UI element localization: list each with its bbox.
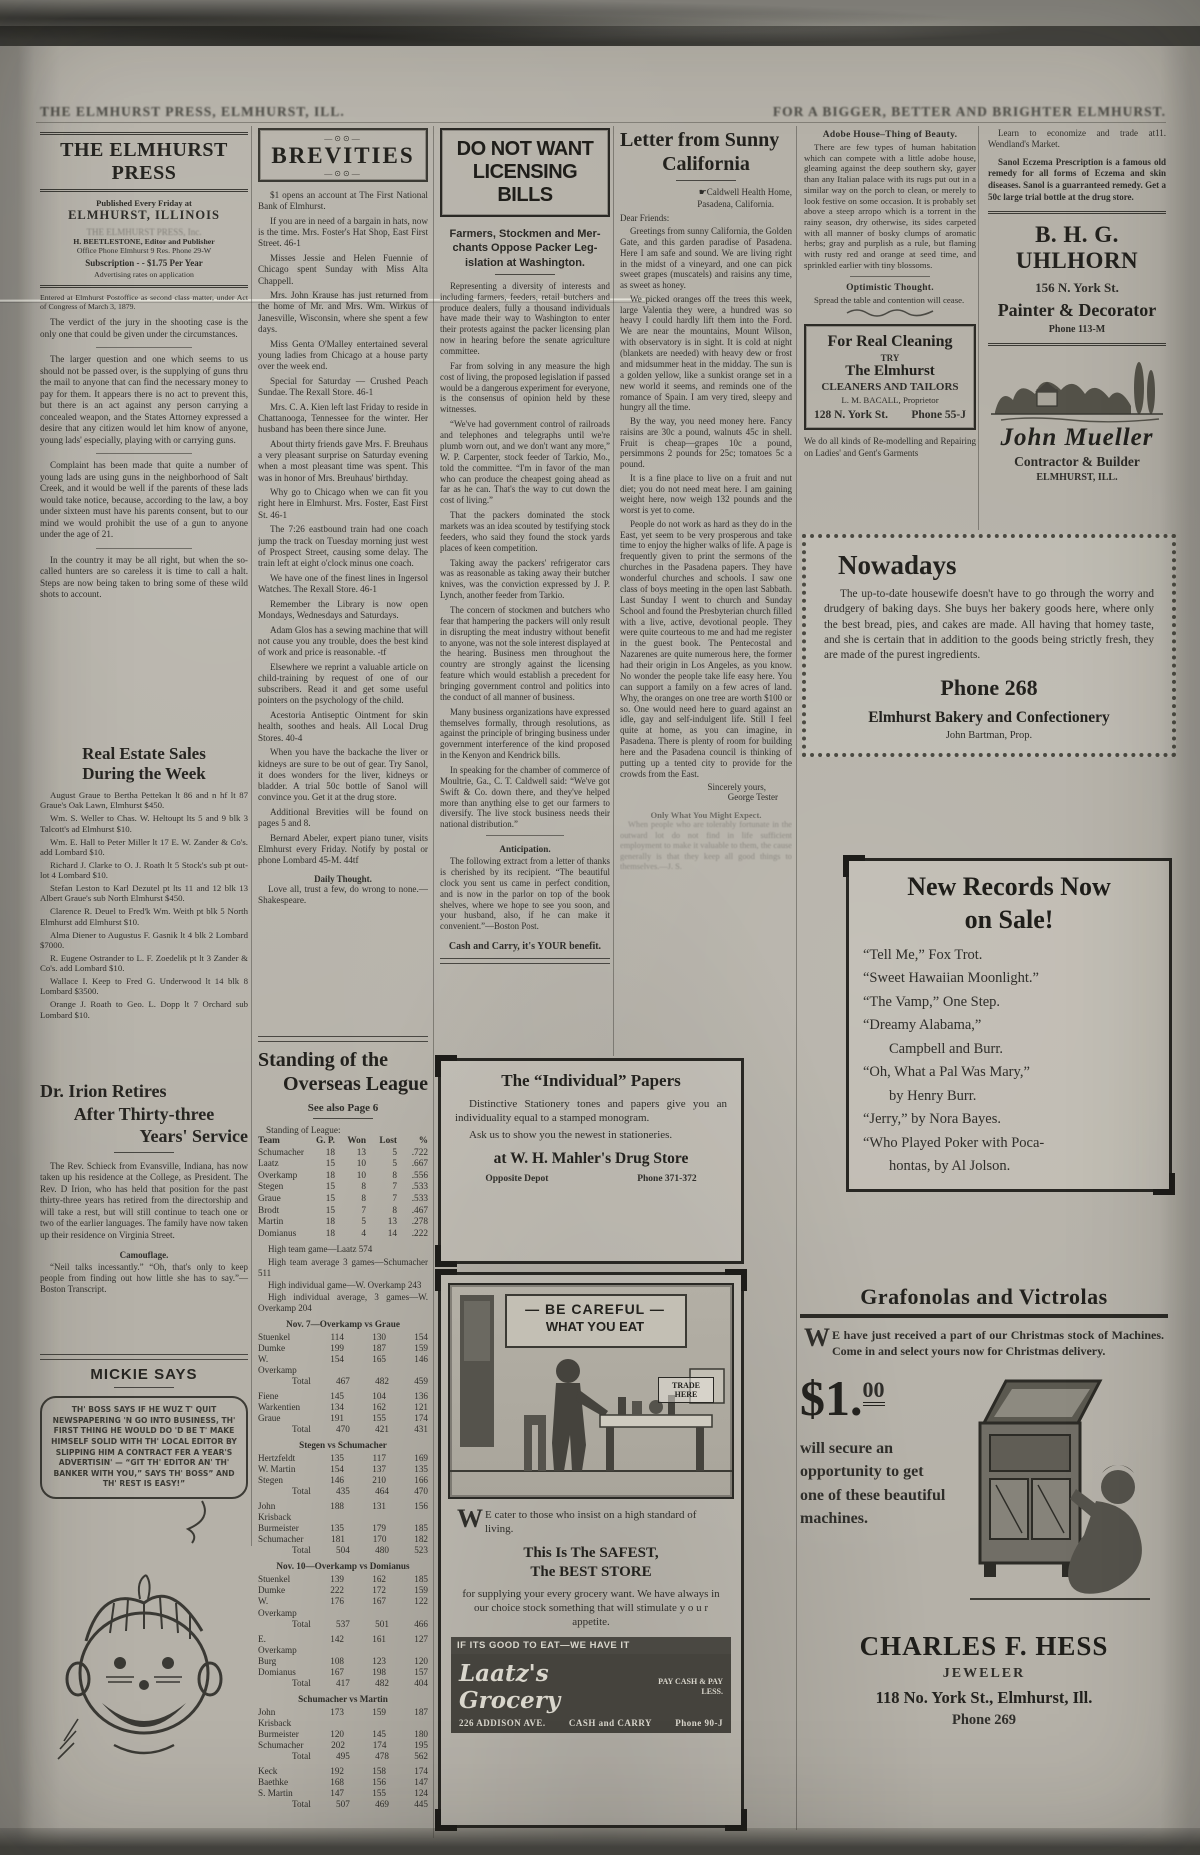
licensing-paragraph: Far from solving in any measure the high cost of living, the proposed legislation if passed would be a dangerous experiment for everyone, is the consensus of opinion held by these witnesses. bbox=[440, 360, 610, 415]
standings-row: Brodt 15 7 8 .467 bbox=[258, 1205, 428, 1216]
standings-row: Graue 15 8 7 .533 bbox=[258, 1194, 428, 1205]
safest-line: This Is The SAFEST, bbox=[523, 1544, 659, 1561]
running-head-right: FOR A BIGGER, BETTER AND BRIGHTER ELMHURST. bbox=[772, 104, 1166, 119]
score-row: Total 495 478 562 bbox=[292, 1750, 428, 1761]
brevity-item: Why go to Chicago when we can fit you right here in Elmhurst. Mrs. Foster, East First St. 46-1 bbox=[258, 487, 428, 520]
newspaper-title: THE ELMHURST PRESS bbox=[40, 132, 248, 192]
score-row: Stegen vs Schumacher bbox=[299, 1440, 387, 1451]
ad-uhlhorn bbox=[988, 211, 1166, 346]
laatz-phone: Phone 90-J bbox=[675, 1718, 723, 1729]
ad-individual-papers bbox=[438, 1058, 744, 1264]
cleaners-line4: CLEANERS AND TAILORS bbox=[821, 381, 959, 394]
score-row: Graue 191 155 174 bbox=[258, 1413, 428, 1424]
dr-irion-title: Dr. Irion Retires After Thirty-three Years' Service bbox=[40, 1081, 248, 1146]
ornament: —⊙⊙— bbox=[324, 169, 362, 178]
brevity-item: Special for Saturday — Crushed Peach Sundae. The Rexall Store. 46-1 bbox=[258, 375, 428, 397]
mueller-name: John Mueller bbox=[1000, 424, 1154, 452]
real-estate-list bbox=[40, 790, 248, 1020]
high-score-line: High team average 3 games—Schumacher 511 bbox=[258, 1256, 428, 1278]
cleaners-line2: TRY bbox=[880, 353, 900, 364]
cleaners-line1: For Real Cleaning bbox=[827, 333, 953, 351]
brevity-item: $1 opens an account at The First National Bank of Elmhurst. bbox=[258, 190, 428, 212]
cash-carry-slogan: Cash and Carry, it's YOUR benefit. bbox=[448, 941, 602, 953]
real-estate-item: August Graue to Bertha Pettekan lt 86 and n hf lt 87 Graue's Oak Lawn, Elmhurst $450. bbox=[40, 790, 248, 811]
individual-papers-title: The “Individual” Papers bbox=[501, 1071, 681, 1090]
brevity-item: Additional Brevities will be found on pages 5 and 8. bbox=[258, 806, 428, 829]
letter-paragraph: Greetings from sunny California, the Golden Gate, and this garden paradise of Pasadena. Here I am safe and sound. We are living right in the midst of a vineyard, and one can pick sweet grapes (muscatels) and raisins any time, as sweet as honey. bbox=[620, 225, 792, 291]
squiggle-ornament bbox=[845, 307, 935, 317]
column-rule bbox=[613, 126, 614, 1056]
ad-elmhurst-bakery bbox=[802, 534, 1176, 757]
licensing-paragraph: Many business organizations have expressed themselves formally, through resolutions, as against the principle of bringing business under government interference of the kind proposed in the Kenyon and Kendrick bills. bbox=[440, 706, 610, 761]
individual-papers-body2: Ask us to show you the newest in stationeries. bbox=[469, 1128, 673, 1141]
brevity-item: Bernard Abeler, expert piano tuner, visits Elmhurst every Friday. Notify by postal or phone Lombard 45-M. 44tf bbox=[258, 832, 428, 866]
score-row: Schumacher 181 170 182 bbox=[258, 1534, 429, 1545]
brevity-item: Elsewhere we reprint a valuable article on child-training by request of one of our subscribers. Read it and get some useful pointers on the psychology of the child. bbox=[258, 661, 428, 706]
hess-name: CHARLES F. HESS bbox=[859, 1631, 1109, 1662]
song-title: “Jerry,” by Nora Bayes. bbox=[863, 1111, 1001, 1128]
score-row: Burmeister 120 145 180 bbox=[258, 1728, 428, 1739]
score-row: Fiene 145 104 136 bbox=[258, 1390, 428, 1401]
cleaners-services-note: We do all kinds of Re-modelling and Repairing on Ladies' and Gent's Garments bbox=[804, 436, 976, 458]
brevity-item: Acestoria Antiseptic Ointment for skin health, soothes and heals. All Local Drug Stores. 40-4 bbox=[258, 710, 428, 743]
high-score-line: High team game—Laatz 574 bbox=[268, 1244, 373, 1255]
ad-john-mueller bbox=[988, 424, 1166, 483]
mueller-city: ELMHURST, ILL. bbox=[1036, 472, 1118, 484]
brevities-list bbox=[258, 190, 428, 867]
divider bbox=[440, 958, 610, 964]
high-score-line: High individual average, 3 games—W. Overkamp 204 bbox=[258, 1292, 428, 1313]
column-rule bbox=[433, 126, 434, 1838]
adobe-house-body: There are few types of human habitation which can compete with a little adobe house, gleaming against the deep southern sky, gayer than any Italian palace with its rugs put out in a similar way on the porch to clean, or merely to look festive on some occasion. It is probably set above a steep arropo which is a torrent in the rainy season, dry otherwise, its sides carpeted with all manner of bosky clumps of aromatic herbs; gray and purplish as a rule, but flaming with rusty red and orange at seed time, and sprinkled earlier with tiny blossoms. bbox=[804, 142, 976, 270]
score-row: Hertzfeldt 135 117 169 bbox=[258, 1453, 428, 1464]
daily-thought-title: Daily Thought. bbox=[314, 873, 372, 884]
song-title: “Dreamy Alabama,” bbox=[863, 1017, 982, 1034]
score-row: Schumacher 202 174 195 bbox=[258, 1739, 429, 1750]
drop-cap: W bbox=[804, 1323, 830, 1352]
score-row: Stegen 146 210 166 bbox=[258, 1475, 428, 1486]
grocery-cater-line: W E cater to those who insist on a high standard of living. bbox=[457, 1504, 697, 1535]
letter-paragraph: We picked oranges off the trees this week, large Valentia they were, a hundred was so heavy I could hardly lift them into the Ford. We are near the mountains, Mount Wilson, with observatory is in sight. It is cold at night (blankets are needed) with heavy dew or frost and midsummer heat in the midday. The sun is a golden yellow, like a sunkist orange set in a new world it seems, and reminds one of the romance of Spain. I am very tired, sleepy and hungry all the time. bbox=[620, 293, 792, 413]
masthead-published: Published Every Friday at bbox=[96, 198, 192, 208]
column-california-letter bbox=[620, 128, 792, 1056]
real-estate-item: Richard J. Clarke to O. J. Roath lt 5 Stock's sub pt out-lot 4 Lombard $10. bbox=[40, 859, 248, 881]
song-title: “Sweet Hawaiian Moonlight.” bbox=[863, 970, 1039, 987]
score-row: Nov. 7—Overkamp vs Graue bbox=[286, 1318, 400, 1329]
wendland-number: 11. bbox=[1155, 128, 1166, 138]
bakery-phone: Phone 268 bbox=[940, 675, 1038, 701]
anticipation-title: Anticipation. bbox=[499, 844, 551, 855]
real-estate-item: Clarence R. Deuel to Fred'k Wm. Weith pt blk 5 North Elmhurst add Elmhurst $10. bbox=[40, 906, 248, 927]
real-estate-item: Wm. S. Weller to Chas. W. Heltoupt lts 5 and 9 blk 3 Talcott's ad Elmhurst $10. bbox=[40, 813, 248, 834]
divider bbox=[114, 1387, 174, 1388]
anticipation-body: The following extract from a letter of thanks is cherished by its recipient. “The beautiful clock you sent us came in perfect condition, and is now in the parlor on top of the book shelves, where we hope to see you soon, and your husband, also, if he can make it convenient.”—Boston Post. bbox=[440, 856, 610, 932]
uhlhorn-phone: Phone 113-M bbox=[988, 324, 1166, 346]
score-row: S. Martin 147 155 124 bbox=[258, 1787, 428, 1798]
dr-irion-body: The Rev. Schieck from Evansville, Indiana, has now taken up his residence at the College, as President. The Rev. D Irion, who has held that position for the past thirty-three years has retired from the directorship and will take a rest, but will still continue to teach one or two of the earlier languages. The family have now taken up their residence on Virginia Street. bbox=[40, 1160, 248, 1240]
score-row: Dumke 199 187 159 bbox=[258, 1342, 428, 1353]
brevity-item: Adam Glos has a sewing machine that will not cause you any trouble, does the best kind of work and price is reasonable. -tf bbox=[258, 624, 428, 658]
trade-here-sign: TRADE HERE bbox=[658, 1377, 714, 1403]
high-scores bbox=[258, 1244, 428, 1313]
score-row: W. Martin 154 137 135 bbox=[258, 1464, 428, 1475]
price-promise: will secure an opportunity to get one of these beautiful machines. bbox=[800, 1440, 946, 1527]
column-adobe-cleaners bbox=[804, 130, 976, 459]
standings-row: Domianus 18 4 14 .222 bbox=[258, 1228, 428, 1239]
licensing-headline-box bbox=[440, 128, 610, 217]
score-row: Domianus 167 198 157 bbox=[258, 1666, 428, 1677]
section-real-estate bbox=[40, 744, 248, 1023]
page-bottom-edge bbox=[0, 1828, 1200, 1855]
score-row: Baethke 168 156 147 bbox=[258, 1776, 428, 1787]
standings-row: Overkamp 18 10 8 .556 bbox=[258, 1170, 428, 1181]
licensing-paragraph: “We've had government control of railroads and telephones and telegraphs until we're plumb worn out, and we don't want any more,” W. P. Carpenter, stock feeder of Tarkio, Mo., told the committee. “I'm in favor of the man who can produce the cheapest going ahead as far as he can. That's the way to cut down the cost of living.” bbox=[440, 419, 610, 506]
score-row: Total 470 421 431 bbox=[292, 1424, 428, 1435]
sanol-notice: Sanol Eczema Prescription is a famous old remedy for all forms of Eczema and skin diseases. Sanol is a guarranteed remedy. Get a 50c large trial bottle at the drug store. bbox=[988, 156, 1166, 202]
score-row: Nov. 10—Overkamp vs Domianus bbox=[276, 1561, 410, 1572]
score-row: Total 507 469 445 bbox=[292, 1799, 428, 1810]
score-row: Total 435 464 470 bbox=[292, 1486, 428, 1497]
brevity-item: Mrs. C. A. Kien left last Friday to reside in Chattanooga, Tennessee for the winter. Her husband has been there since June. bbox=[258, 401, 428, 435]
see-also-note: See also Page 6 bbox=[307, 1102, 379, 1114]
cleaners-phone: Phone 55-J bbox=[911, 409, 966, 422]
score-row: Warkentien 134 162 121 bbox=[258, 1401, 428, 1412]
hess-address: 118 No. York St., Elmhurst, Ill. bbox=[875, 1688, 1093, 1708]
section-standings bbox=[258, 1030, 428, 1810]
mahler-store-footer bbox=[441, 1174, 741, 1184]
editorial-paragraph: The larger question and one which seems to us should not be passed over, is the supplying of guns thru the mail to anyone that can find the necessary money to pay for them. It appears there is no act to prevent this, but there is an act against any person carrying a concealed weapon, and the States Attorney expressed a desire that any citizen would let him know of anyone, young lads' especially, playing with or carrying guns. bbox=[40, 354, 248, 454]
uhlhorn-name: B. H. G. UHLHORN bbox=[1015, 222, 1139, 274]
divider bbox=[486, 835, 564, 836]
score-row: John Krisback 173 159 187 bbox=[258, 1706, 428, 1728]
letter-paragraph: People do not work as hard as they do in the East, yet seem to be very prosperous and take time to enjoy the higher walks of life. A page is frequently given to print the sermons of the churches in the Pasadena papers. They have wonderful churches and schools. I saw one class of boys meeting in the open last Sabbath. Last Sunday I went to church and Sunday School and found the Presbyterian church filled with a live, active, devotional people. They were quite courteous to me and had me register in the guest book. The Pentecostal and Nazarenes are quite numerous here, the former had their origin in Los Angeles, as you know. No wonder the people take life easy here. You can support a family on a few acres of land. Why, the oranges on one tree are worth $100 or so. One would need here to guard against an idle, gay and self-indulgent life. Still I feel quite at home, as you can imagine, in Pasadena. There is plenty of room for building here and the Pasadena council is thinking of putting up a tented city to provide for the crowds from the East. bbox=[620, 518, 792, 779]
score-row: Stuenkel 114 130 154 bbox=[258, 1331, 428, 1342]
masthead-advertising: Advertising rates on application bbox=[94, 270, 194, 279]
song-title: Campbell and Burr. bbox=[889, 1040, 1003, 1057]
ad-charles-hess bbox=[800, 1631, 1168, 1729]
brevity-item: The 7:26 eastbound train had one coach jump the track on Tuesday morning just west of Prospect Street, causing some delay. The train left at eight o'clock minus one coach. bbox=[258, 524, 428, 569]
brevity-item: Mrs. John Krause has just returned from the home of Mr. and Mrs. Wm. Wirkus of Janesville, Wisconsin, where she spent a few days. bbox=[258, 290, 428, 334]
wendland-notice: Learn to economize and trade at Wendland's Market. 11. bbox=[988, 128, 1166, 150]
masthead-phones: Office Phone Elmhurst 9 Res. Phone 29-W bbox=[76, 246, 212, 255]
brevities-title: BREVITIES bbox=[271, 143, 415, 168]
optimistic-thought-body: Spread the table and contention will cease. bbox=[814, 294, 965, 305]
real-estate-item: Wallace I. Keep to Fred G. Underwood lt 14 blk 8 Lombard $3500. bbox=[40, 976, 248, 997]
divider bbox=[258, 1036, 428, 1042]
mahler-store-line: at W. H. Mahler's Drug Store bbox=[493, 1149, 689, 1167]
brevity-item: If you are in need of a bargain in hats, now is the time. Mrs. Foster's Hat Shop, East First Street. 46-1 bbox=[258, 215, 428, 249]
licensing-headline: DO NOT WANT LICENSING BILLS bbox=[456, 138, 594, 206]
brevity-item: We have one of the finest lines in Ingersol Watches. The Rexall Store. 46-1 bbox=[258, 572, 428, 594]
cleaners-address: 128 N. York St. bbox=[814, 409, 889, 422]
song-title: “Who Played Poker with Poca- bbox=[863, 1134, 1045, 1151]
column-editorial bbox=[40, 132, 248, 607]
masthead-editor: H. BEETLESTONE, Editor and Publisher bbox=[73, 237, 215, 246]
store-location: Opposite Depot bbox=[485, 1173, 549, 1184]
editorial-paragraph: The verdict of the jury in the shooting case is the only one that could be given under the circumstances. bbox=[40, 317, 248, 348]
section-dr-irion bbox=[40, 1080, 248, 1295]
optimistic-thought-title: Optimistic Thought. bbox=[846, 282, 934, 293]
filler-body: When people who are tolerably fortunate in the outward lot do not find in life sufficient employment to make it valuable to them, the cause generally is that they keep all good things to themselves.—J. S. bbox=[620, 820, 792, 872]
standings-row: Stegen 15 8 7 .533 bbox=[258, 1182, 428, 1193]
letter-signature: George Tester bbox=[727, 792, 778, 803]
song-title: “The Vamp,” One Step. bbox=[863, 993, 1001, 1010]
standings-row: Laatz 15 10 5 .667 bbox=[258, 1159, 428, 1170]
divider bbox=[114, 1152, 174, 1153]
score-row: John Krisback 188 131 156 bbox=[258, 1501, 428, 1523]
corner-bracket bbox=[435, 1245, 457, 1267]
camouflage-title: Camouflage. bbox=[119, 1250, 169, 1260]
divider bbox=[495, 274, 555, 275]
score-row: Dumke 222 172 159 bbox=[258, 1585, 428, 1596]
letter-headline: Letter from Sunny California bbox=[620, 129, 780, 175]
corner-bracket bbox=[725, 1809, 747, 1831]
column-uhlhorn-mueller bbox=[988, 128, 1166, 483]
corner-bracket bbox=[1153, 1173, 1175, 1195]
score-row: Stuenkel 139 162 185 bbox=[258, 1574, 428, 1585]
standings-row: Martin 18 5 13 .278 bbox=[258, 1217, 428, 1228]
speech-bubble-tail bbox=[158, 1499, 218, 1545]
score-row: W. Overkamp 176 167 122 bbox=[258, 1596, 428, 1618]
editorial-paragraph: Complaint has been made that quite a number of young lads are using guns in the neighborhood of Salt Creek, and it would be well if the parents of these lads would take notice, because, according to the law, a boy under sixteen must have his parents consent, but to our mind we would prohibit the use of a gun to anyone under the age of 21. bbox=[40, 460, 248, 549]
score-row: Schumacher vs Martin bbox=[298, 1693, 388, 1704]
real-estate-item: Alma Diener to Augustus F. Gasnik lt 4 blk 2 Lombard $7000. bbox=[40, 929, 248, 950]
song-title: hontas, by Al Jolson. bbox=[889, 1158, 1011, 1175]
grocery-banner: IF ITS GOOD TO EAT—WE HAVE IT bbox=[451, 1637, 731, 1654]
song-title: “Tell Me,” Fox Trot. bbox=[863, 947, 983, 963]
price-block bbox=[800, 1369, 950, 1621]
page-top-edge bbox=[0, 0, 1200, 46]
records-title: New Records Now on Sale! bbox=[907, 872, 1111, 934]
masthead-inc: THE ELMHURST PRESS, Inc. bbox=[86, 227, 202, 237]
uhlhorn-address: 156 N. York St. bbox=[1035, 280, 1119, 296]
laatz-address: 226 ADDISON AVE. bbox=[459, 1718, 546, 1729]
mickie-speech-bubble: TH' BOSS SAYS IF HE WUZ T' QUIT NEWSPAPERING 'N GO INTO BUSINESS, TH' FIRST THING HE WOULD DO 'D BE T' MAKE HIMSELF SOLID WITH TH' LOCAL EDITOR BY SLIPPING HIM A CONTRACT FER A YEAR'S ADVERTISIN' — “GIT TH' EDITOR AN' TH' BANKER WITH YOU,” SAYS TH' BOSS” AND TH' REST IS EASY!” bbox=[40, 1396, 248, 1499]
licensing-paragraph: Representing a diversity of interests and including farmers, feeders, retail butchers and produce dealers, fully a thousand individuals have made their way to Washington to enter their protests against the packer licensing plan now in hearing before the senate agriculture committee. bbox=[440, 280, 610, 357]
brevity-item: When you have the backache the liver or kidneys are sure to be out of gear. Try Sanol, it does wonders for the liver, kidneys or bladder. A trial 50c bottle of Sanol will convince you. Get it at the drug store. bbox=[258, 747, 428, 803]
standings-table bbox=[258, 1148, 428, 1241]
column-rule bbox=[251, 126, 252, 1546]
brevity-item: Misses Jessie and Helen Fuennie of Chicago spent Sunday with Miss Alta Chappell. bbox=[258, 253, 428, 286]
standings-row: Schumacher 18 13 5 .722 bbox=[258, 1147, 428, 1158]
nowadays-title: Nowadays bbox=[838, 550, 957, 580]
section-grafonolas bbox=[800, 1284, 1168, 1729]
real-estate-item: R. Eugene Ostrander to L. F. Zoedelik pt lt 3 Zander & Co's. add Lombard $10. bbox=[40, 952, 248, 974]
trees-illustration bbox=[991, 350, 1163, 424]
mickie-says-title: MICKIE SAYS bbox=[90, 1366, 198, 1383]
column-brevities bbox=[258, 128, 428, 1028]
licensing-subhead: Farmers, Stockmen and Mer- chants Oppose Packer Leg- islation at Washington. bbox=[449, 228, 601, 269]
camouflage-body: “Neil talks incessantly.” “Oh, that's only to keep people from finding out how little she has to say.”—Boston Transcript. bbox=[40, 1262, 248, 1294]
column-licensing-bills bbox=[440, 128, 610, 1052]
price-cents: 00 bbox=[863, 1377, 885, 1406]
price-dollars: $1. bbox=[800, 1370, 863, 1427]
brevity-item: About thirty friends gave Mrs. F. Breuhaus a very pleasant surprise on Saturday evening when a most pleasant time was spent. This was in honor of Mrs. Breuhaus' birthday. bbox=[258, 438, 428, 483]
score-row: E. Overkamp 142 161 127 bbox=[258, 1633, 428, 1655]
brevity-item: Miss Genta O'Malley entertained several young ladies from Chicago at a house party over the week end. bbox=[258, 338, 428, 372]
ad-laatz-grocery bbox=[438, 1272, 744, 1828]
mueller-trade: Contractor & Builder bbox=[1014, 454, 1140, 470]
masthead-city: ELMHURST, ILLINOIS bbox=[68, 208, 220, 222]
laatz-sign-box bbox=[451, 1654, 731, 1733]
mickie-cartoon-face bbox=[44, 1545, 244, 1795]
corner-bracket bbox=[843, 855, 865, 877]
store-phone: Phone 371-372 bbox=[637, 1173, 697, 1184]
real-estate-item: Orange J. Roath to Geo. L. Dopp lt 7 Orchard sub Lombard $10. bbox=[40, 999, 248, 1020]
nowadays-body: The up-to-date housewife doesn't have to go through the worry and drudgery of baking days. She buys her bakery goods here, where only the best bread, pies, and cakes are made. All having that homey taste, and she is certain that in addition to the goods being strictly fresh, they are made of the purest ingredients. bbox=[824, 588, 1154, 661]
what-you-eat-sign: WHAT YOU EAT bbox=[545, 1319, 645, 1334]
ad-elmhurst-cleaners bbox=[804, 324, 976, 430]
corner-bracket bbox=[435, 1809, 457, 1831]
drop-cap: W bbox=[457, 1504, 483, 1533]
individual-papers-body: Distinctive Stationery tones and papers give you an individuality equal to a stamped monogram. bbox=[455, 1098, 727, 1125]
cleaners-contact bbox=[810, 409, 970, 421]
score-row: Total 417 482 404 bbox=[292, 1677, 428, 1688]
grocery-illustration bbox=[448, 1283, 734, 1499]
standings-caption: Standing of League: bbox=[266, 1125, 341, 1135]
editorial-paragraph: In the country it may be all right, but when the so-called hunters are so careless it is time to call a halt. Steps are now being taken to bring some of these wild shots to account. bbox=[40, 554, 248, 599]
column-rule bbox=[978, 126, 979, 530]
letter-closing: Sincerely yours, bbox=[707, 782, 766, 793]
divider bbox=[850, 276, 929, 277]
grafonolas-offer bbox=[800, 1369, 1168, 1621]
laatz-store-name: Laatz's Grocery bbox=[459, 1660, 561, 1715]
score-row: W. Overkamp 154 165 146 bbox=[258, 1353, 428, 1375]
real-estate-item: Stefan Leston to Karl Dezutel pt lts 11 and 12 blk 13 Albert Graue's sub North Elmhurst $450. bbox=[40, 883, 248, 904]
bakery-name: Elmhurst Bakery and Confectionery bbox=[868, 709, 1110, 727]
running-head-left: THE ELMHURST PRESS, ELMHURST, ILL. bbox=[40, 104, 345, 119]
running-head bbox=[40, 104, 1166, 120]
licensing-paragraph: The concern of stockmen and butchers who fear that hampering the packers will only result in disrupting the meat industry without benefit to anyone, was not the sole interest displayed at the hearing. Business men throughout the country are strongly against the licensing feature which would establish a precedent for bringing government control and politics into the conduct of all manner of business. bbox=[440, 604, 610, 702]
game-scores-table bbox=[258, 1319, 428, 1810]
licensing-paragraphs bbox=[440, 281, 610, 830]
letter-paragraph: By the way, you need money here. Fancy raisins are 30c a pound, walnuts 45c in shell. Fruit is cheap—grapes 10c a pound, persimmons 2 pounds for 25c; tomatoes 5c a pound. bbox=[620, 415, 792, 470]
divider bbox=[676, 180, 736, 181]
be-careful-sign: — BE CAREFUL — bbox=[525, 1301, 665, 1317]
grocery-body: for supplying your every grocery want. We have always in our choice stock something that will stimulate y o u r appetite. bbox=[462, 1587, 720, 1629]
grafonolas-title: Grafonolas and Victrolas bbox=[800, 1284, 1168, 1318]
letter-dateline: ☛Caldwell Health Home, Pasadena, California. bbox=[697, 187, 792, 209]
licensing-paragraph: In speaking for the chamber of commerce of Moultrie, Ga., C. T. Caldwell said: “We've got Swift & Co. down there, and they've helped more than anything else to get our farmers to diversify. The live stock business needs their national distribution.” bbox=[440, 764, 610, 830]
pay-cash-slogan: PAY CASH & PAY LESS. bbox=[658, 1677, 723, 1697]
filler-title: Only What You Might Expect. bbox=[650, 810, 762, 821]
letter-paragraph: It is a fine place to live on a fruit and nut diet; you do not need meat here. I am gaining weight here, now weigh 132 pounds and the worst is yet to come. bbox=[620, 472, 792, 516]
score-row: Total 504 480 523 bbox=[292, 1545, 428, 1556]
letter-salutation: Dear Friends: bbox=[620, 213, 670, 224]
adobe-house-title: Adobe House–Thing of Beauty. bbox=[822, 130, 958, 140]
score-row: Keck 192 158 174 bbox=[258, 1765, 428, 1776]
brevities-box bbox=[258, 128, 428, 182]
brevity-item: Remember the Library is now open Mondays, Wednesdays and Saturdays. bbox=[258, 598, 428, 620]
cash-carry-label: CASH and CARRY bbox=[568, 1718, 653, 1729]
divider bbox=[40, 1354, 248, 1360]
real-estate-title: Real Estate Sales During the Week bbox=[82, 744, 206, 783]
divider bbox=[313, 1118, 373, 1119]
score-row: Burmeister 135 179 185 bbox=[258, 1523, 428, 1534]
records-song-list bbox=[863, 944, 1155, 1179]
section-mickie-says bbox=[40, 1348, 248, 1795]
masthead-entered: Entered at Elmhurst Postoffice as second class matter, under Act of Congress of March 3, 1879. bbox=[40, 285, 248, 311]
bakery-proprietor: John Bartman, Prop. bbox=[945, 730, 1033, 742]
song-title: by Henry Burr. bbox=[889, 1087, 977, 1104]
ornament: —⊙⊙— bbox=[324, 134, 362, 143]
cleaners-proprietor: L. M. BACALL, Proprietor bbox=[841, 395, 939, 406]
standings-title: Standing of the Overseas League bbox=[258, 1049, 428, 1095]
hess-phone: Phone 269 bbox=[951, 1712, 1017, 1729]
running-head-rule bbox=[36, 122, 1166, 123]
score-row: Total 537 501 466 bbox=[292, 1618, 428, 1629]
letter-paragraphs bbox=[620, 226, 792, 780]
uhlhorn-trade: Painter & Decorator bbox=[997, 300, 1157, 321]
song-title: “Oh, What a Pal Was Mary,” bbox=[863, 1064, 1030, 1081]
editorial-paragraphs bbox=[40, 317, 248, 601]
score-row: Total 467 482 459 bbox=[292, 1375, 428, 1386]
best-store-line: The BEST STORE bbox=[530, 1563, 652, 1580]
victrola-illustration bbox=[950, 1369, 1160, 1621]
hess-trade: JEWELER bbox=[942, 1666, 1026, 1682]
licensing-paragraph: Taking away the packers' refrigerator cars was as reasonable as taking away their butcher knives, was the conviction expressed by J. P. Lynch, another feeder from Tarkio. bbox=[440, 557, 610, 601]
grafonolas-body: W E have just received a part of our Christmas stock of Machines. Come in and select yours now for Christmas delivery. bbox=[804, 1323, 1164, 1358]
corner-bracket bbox=[435, 1055, 457, 1077]
masthead-subscription: Subscription - - $1.75 Per Year bbox=[85, 258, 203, 268]
score-row: Burg 108 123 120 bbox=[258, 1655, 428, 1666]
high-score-line: High individual game—W. Overkamp 243 bbox=[268, 1279, 422, 1290]
real-estate-item: Wm. E. Hall to Peter Miller lt 17 E. W. Zander & Co's. add Lombard $10. bbox=[40, 836, 248, 857]
cleaners-line3: The Elmhurst bbox=[845, 363, 935, 380]
column-rule bbox=[796, 126, 797, 1830]
daily-thought-body: Love all, trust a few, do wrong to none.—Shakespeare. bbox=[258, 883, 428, 905]
standings-header: Team G. P. Won Lost % bbox=[258, 1136, 428, 1146]
licensing-paragraph: That the packers dominated the stock markets was an idea scouted by testifying stock feeders, who said they found the stock yards places of keen competition. bbox=[440, 510, 610, 553]
ad-new-records bbox=[846, 858, 1172, 1192]
